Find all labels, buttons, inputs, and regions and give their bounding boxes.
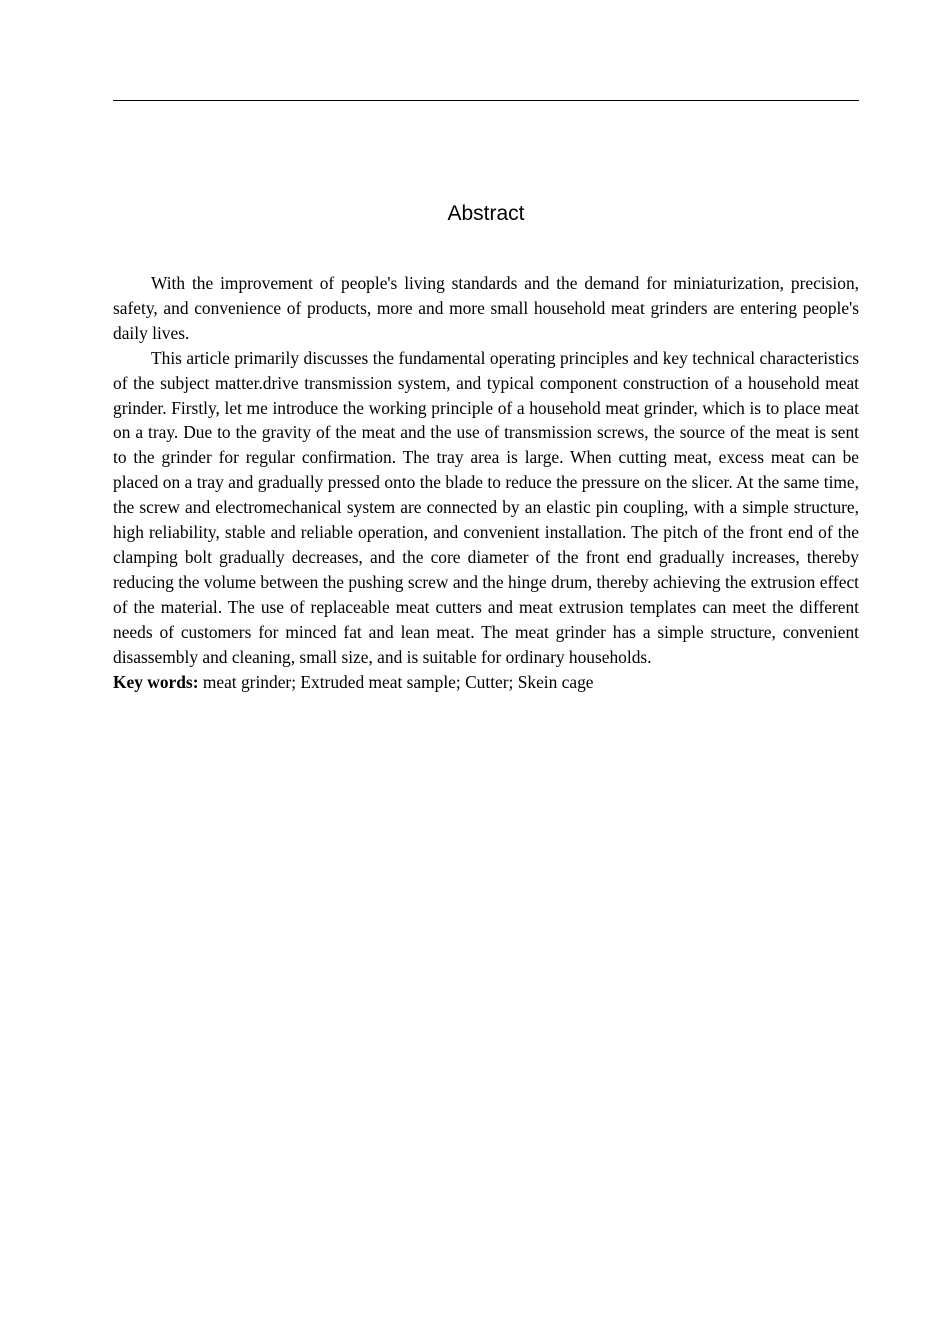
header-rule (113, 100, 859, 101)
abstract-paragraph-2: This article primarily discusses the fundamental operating principles and key technical characteristics of the subject matter.drive transmission system, and typical component construction of a household meat grinder. Firstly, let me introduce the working principle of a household meat grinder, which is to place meat on a tray. Due to the gravity of the meat and the use of transmission screws, the source of the meat is sent to the grinder for regular confirmation. The tray area is large. When cutting meat, excess meat can be placed on a tray and gradually pressed onto the blade to reduce the pressure on the slicer. At the same time, the screw and electromechanical system are connected by an elastic pin coupling, with a simple structure, high reliability, stable and reliable operation, and convenient installation. The pitch of the front end of the clamping bolt gradually decreases, and the core diameter of the front end gradually increases, thereby reducing the volume between the pushing screw and the hinge drum, thereby achieving the extrusion effect of the material. The use of replaceable meat cutters and meat extrusion templates can meet the different needs of customers for minced fat and lean meat. The meat grinder has a simple structure, convenient disassembly and cleaning, small size, and is suitable for ordinary households. (113, 347, 859, 667)
abstract-title: Abstract (447, 202, 525, 225)
abstract-paragraph-1: With the improvement of people's living standards and the demand for miniaturization, precision, safety, and convenience of products, more and more small household meat grinders are entering people's daily lives. (113, 273, 859, 343)
keywords-label: Key words: (113, 671, 199, 692)
abstract-body (113, 271, 859, 694)
keywords-line (113, 670, 859, 695)
keywords-text: meat grinder; Extruded meat sample; Cutter; Skein cage (198, 671, 594, 692)
